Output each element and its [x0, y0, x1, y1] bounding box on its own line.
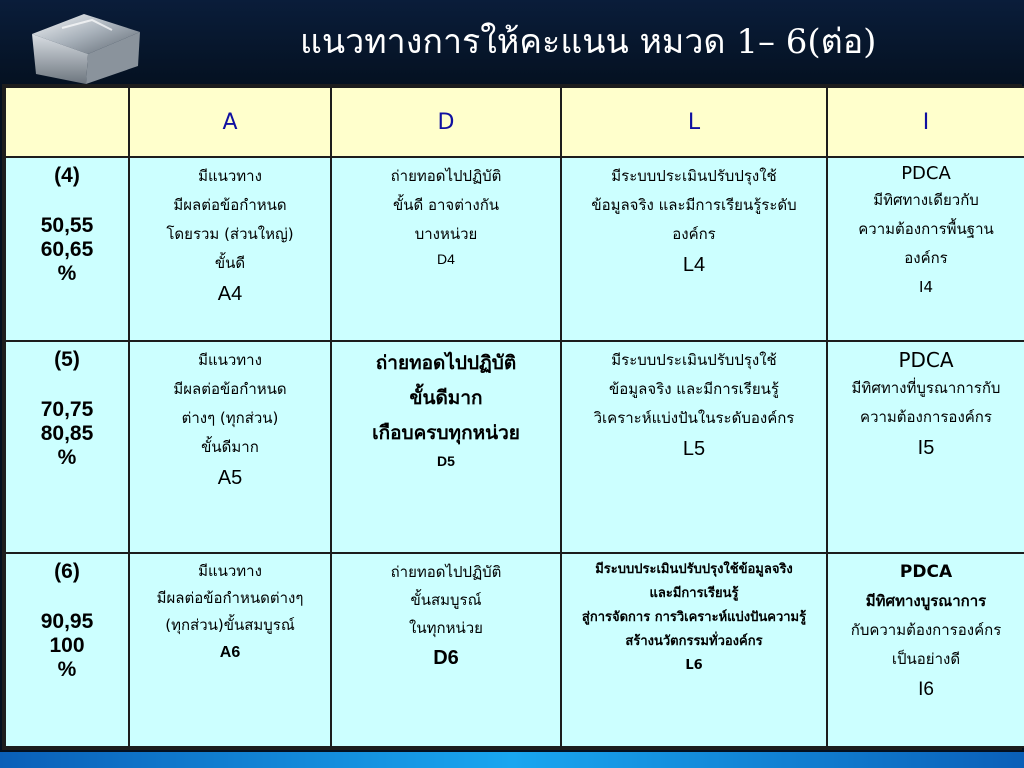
approach-cell: [129, 157, 331, 341]
level-percent: 50,55 60,65 %: [40, 214, 94, 285]
cell-code: I5: [917, 437, 935, 459]
cell-code: D5: [437, 453, 455, 469]
cell-line: ถ่ายทอดไปปฏิบัติ: [390, 563, 502, 581]
cell-line: องค์กร: [672, 225, 716, 243]
cell-code: L5: [682, 438, 706, 460]
cell-code: D6: [433, 647, 459, 669]
cell-line: สร้างนวัตกรรมทั่วองค์กร: [625, 634, 763, 649]
table-header-row: [5, 87, 1024, 157]
integration-cell: [827, 157, 1024, 341]
cell-line: มีระบบประเมินปรับปรุงใช้ข้อมูลจริง: [595, 562, 793, 577]
cell-line: มีผลต่อข้อกำหนด: [173, 380, 287, 398]
cell-line: สู่การจัดการ การวิเคราะห์แบ่งปันความรู้: [581, 610, 807, 625]
cell-line: ขั้นสมบูรณ์: [410, 591, 482, 609]
slide-header: [0, 0, 1024, 84]
table-row: [5, 157, 1024, 341]
cell-code: A5: [217, 467, 243, 489]
level-percent: 90,95 100 %: [40, 610, 94, 681]
cell-line: มีระบบประเมินปรับปรุงใช้: [611, 167, 777, 185]
cell-line: มีทิศทางบูรณาการ: [865, 592, 987, 610]
cell-line: ขั้นดี อาจต่างกัน: [392, 196, 500, 214]
cell-line: ข้อมูลจริง และมีการเรียนรู้: [609, 380, 779, 398]
cell-code: L4: [682, 254, 706, 276]
cell-code: A4: [217, 283, 243, 305]
header-cell-corner: [5, 87, 129, 157]
cell-line: มีทิศทางเดียวกับ: [873, 191, 979, 209]
table-row: [5, 553, 1024, 747]
level-cell: [5, 341, 129, 553]
scoring-table: [4, 86, 1024, 748]
cell-code: L6: [685, 658, 703, 673]
cell-line: ในทุกหน่วย: [409, 619, 483, 637]
cell-line: โดยรวม (ส่วนใหญ่): [166, 225, 294, 243]
bottom-accent-bar: [0, 752, 1024, 768]
approach-cell: [129, 553, 331, 747]
level-label: (5): [54, 348, 80, 371]
cell-line: บางหน่วย: [414, 225, 478, 243]
cell-line: มีทิศทางที่บูรณาการกับ: [851, 379, 1001, 397]
level-cell: [5, 157, 129, 341]
header-cell-a: A: [129, 87, 331, 157]
cell-line: กับความต้องการองค์กร: [850, 621, 1002, 639]
slide-title: แนวทางการให้คะแนน หมวด 1– 6(ต่อ): [300, 22, 877, 62]
deployment-cell: [331, 553, 561, 747]
level-cell: [5, 553, 129, 747]
learning-cell: [561, 341, 827, 553]
header-cell-l: L: [561, 87, 827, 157]
scoring-table-container: [2, 84, 1022, 750]
approach-cell: [129, 341, 331, 553]
cell-heading: PDCA: [899, 562, 953, 582]
deployment-cell: [331, 157, 561, 341]
header-cell-i: I: [827, 87, 1024, 157]
cell-line: (ทุกส่วน)ขั้นสมบูรณ์: [165, 616, 295, 634]
cell-line: ขั้นดีมาก: [409, 387, 483, 409]
level-label: (6): [54, 560, 80, 583]
cell-line: ถ่ายทอดไปปฏิบัติ: [390, 167, 502, 185]
cell-code: I6: [918, 679, 934, 700]
cell-line: วิเคราะห์แบ่งปันในระดับองค์กร: [593, 409, 795, 427]
cell-line: ถ่ายทอดไปปฏิบัติ: [375, 352, 517, 374]
integration-cell: [827, 341, 1024, 553]
cell-line: เกือบครบทุกหน่วย: [372, 422, 520, 444]
cell-line: ต่างๆ (ทุกส่วน): [181, 409, 279, 427]
cell-line: มีแนวทาง: [198, 167, 262, 185]
level-percent: 70,75 80,85 %: [40, 398, 94, 469]
cell-line: มีผลต่อข้อกำหนดต่างๆ: [156, 589, 304, 607]
cell-line: เป็นอย่างดี: [891, 650, 961, 668]
cell-line: มีผลต่อข้อกำหนด: [173, 196, 287, 214]
silver-cube-icon: [22, 4, 150, 84]
learning-cell: [561, 157, 827, 341]
cell-code: A6: [219, 644, 241, 661]
cell-line: และมีการเรียนรู้: [649, 586, 739, 601]
cell-line: ขั้นดีมาก: [201, 438, 259, 456]
learning-cell: [561, 553, 827, 747]
cell-line: องค์กร: [904, 249, 948, 267]
cell-line: มีแนวทาง: [198, 562, 262, 580]
cell-line: มีระบบประเมินปรับปรุงใช้: [611, 351, 777, 369]
level-label: (4): [54, 164, 80, 187]
cell-line: ความต้องการองค์กร: [860, 408, 992, 426]
header-cell-d: D: [331, 87, 561, 157]
cell-line: ความต้องการพื้นฐาน: [858, 220, 994, 238]
cell-code: D4: [437, 251, 455, 267]
cell-code: I4: [919, 278, 933, 296]
cell-line: ขั้นดี: [214, 254, 246, 272]
table-row: [5, 341, 1024, 553]
integration-cell: [827, 553, 1024, 747]
cell-heading: PDCA: [898, 348, 954, 372]
cell-line: ข้อมูลจริง และมีการเรียนรู้ระดับ: [591, 196, 797, 214]
cell-heading: PDCA: [901, 163, 951, 184]
deployment-cell: [331, 341, 561, 553]
cell-line: มีแนวทาง: [198, 351, 262, 369]
